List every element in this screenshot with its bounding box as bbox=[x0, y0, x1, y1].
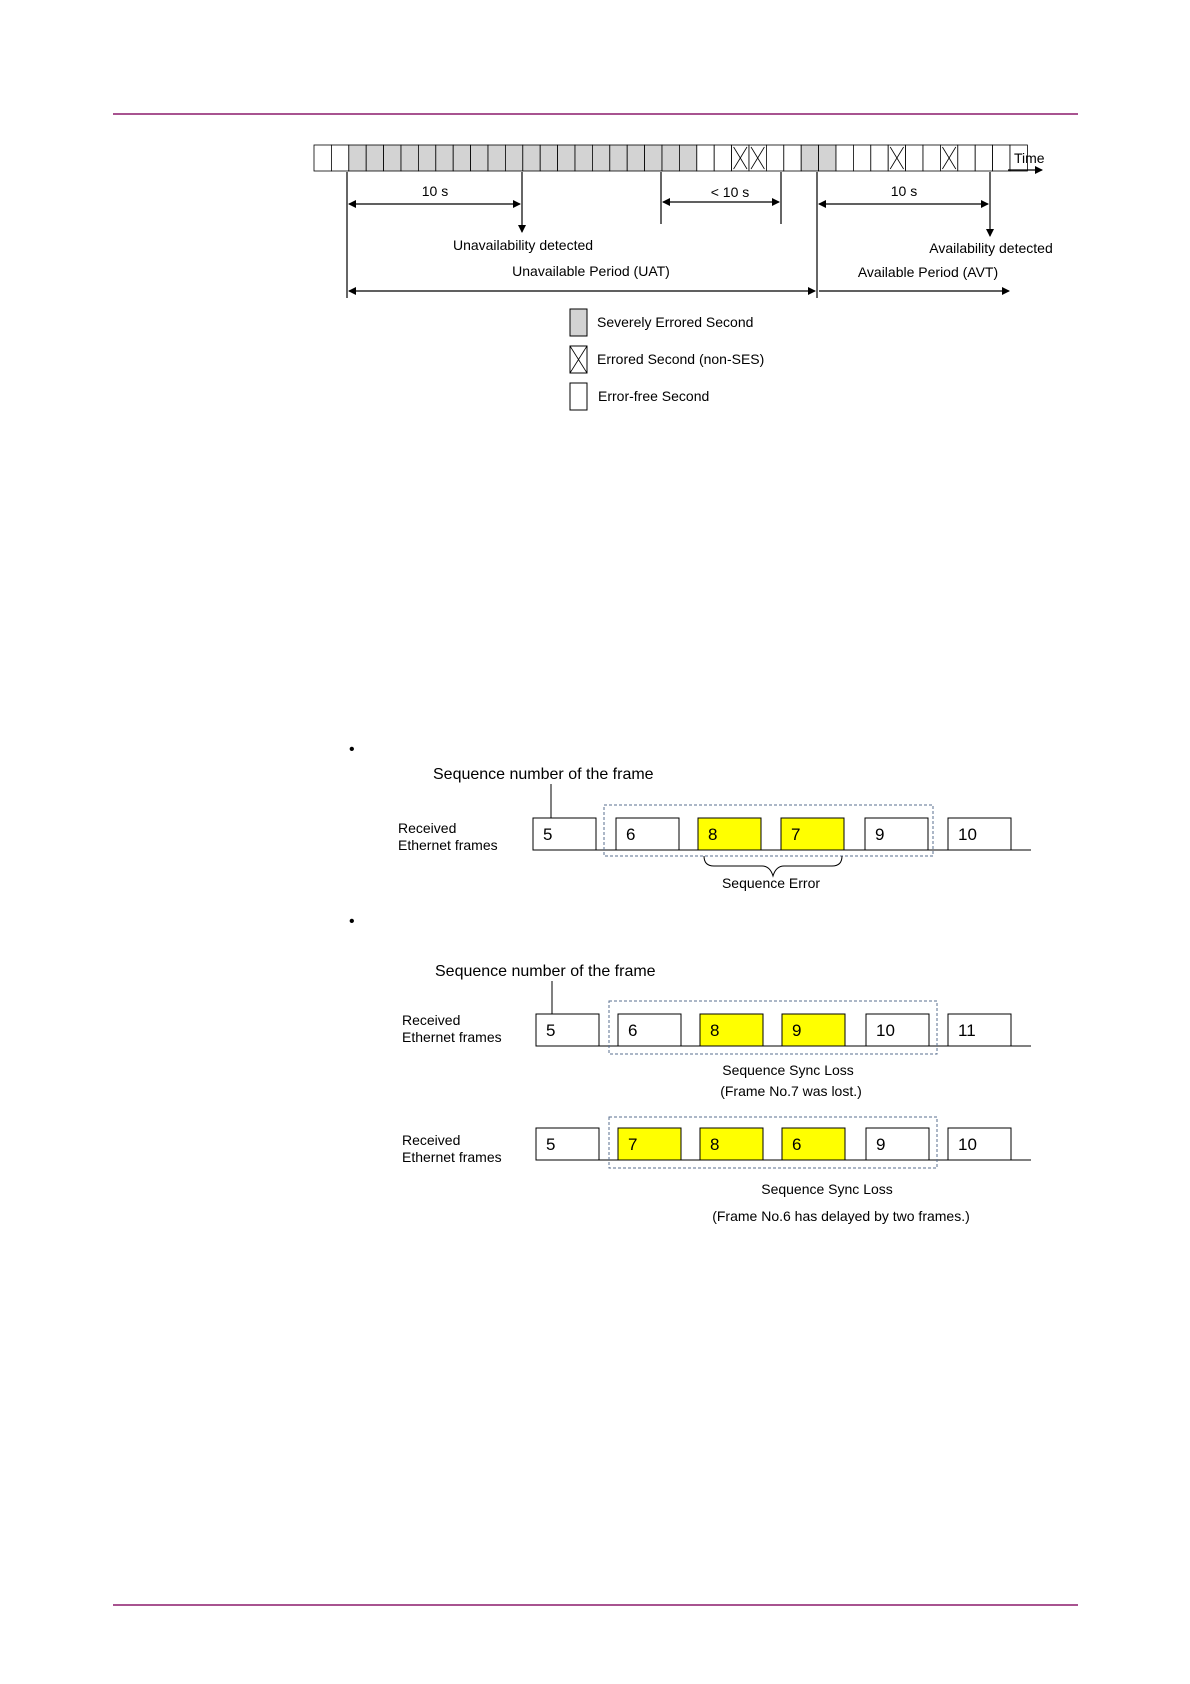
second-cell-free bbox=[853, 145, 870, 171]
bullet: • bbox=[349, 913, 355, 930]
second-cell-free bbox=[331, 145, 348, 171]
time-label: Time bbox=[1014, 150, 1045, 166]
row-b-label-line-1: Received bbox=[402, 1132, 461, 1148]
second-cell-ses bbox=[662, 145, 679, 171]
second-cell-free bbox=[906, 145, 923, 171]
seq-number-caption: Sequence number of the frame bbox=[435, 963, 656, 980]
frame-number: 8 bbox=[710, 1021, 720, 1040]
second-cell-ses bbox=[523, 145, 540, 171]
span-10s-right-label: 10 s bbox=[890, 183, 918, 199]
frame-number: 5 bbox=[546, 1135, 556, 1154]
frame-row bbox=[536, 1128, 1011, 1160]
second-cell-free bbox=[714, 145, 731, 171]
second-cell-free bbox=[697, 145, 714, 171]
second-cell-ses bbox=[401, 145, 418, 171]
second-cell-ses bbox=[558, 145, 575, 171]
frame-number: 7 bbox=[628, 1135, 638, 1154]
uat-label: Unavailable Period (UAT) bbox=[512, 263, 670, 279]
legend-ses-label: Severely Errored Second bbox=[597, 314, 754, 330]
timeline-cells bbox=[314, 145, 1027, 171]
second-cell-ses bbox=[436, 145, 453, 171]
second-cell-free bbox=[975, 145, 992, 171]
second-cell-ses bbox=[349, 145, 366, 171]
frame-number: 8 bbox=[708, 825, 718, 844]
span-10s-left-label: 10 s bbox=[421, 183, 449, 199]
unavailability-detected-label: Unavailability detected bbox=[452, 237, 594, 253]
second-cell-ses bbox=[366, 145, 383, 171]
bullet: • bbox=[349, 741, 355, 758]
second-cell-free bbox=[836, 145, 853, 171]
row-label-line-2: Ethernet frames bbox=[398, 837, 498, 853]
second-cell-ses bbox=[453, 145, 470, 171]
frame-number: 8 bbox=[710, 1135, 720, 1154]
error-brace bbox=[704, 856, 842, 876]
frame-number: 5 bbox=[543, 825, 553, 844]
frame-number: 10 bbox=[876, 1021, 895, 1040]
sequence-error-diagram bbox=[349, 741, 1031, 891]
second-cell-ses bbox=[488, 145, 505, 171]
second-cell-ses bbox=[627, 145, 644, 171]
legend-free-label: Error-free Second bbox=[598, 388, 710, 404]
second-cell-free bbox=[784, 145, 801, 171]
legend bbox=[570, 309, 764, 410]
second-cell-ses bbox=[384, 145, 401, 171]
second-cell-ses bbox=[418, 145, 435, 171]
second-cell-ses bbox=[610, 145, 627, 171]
frame-number: 9 bbox=[876, 1135, 886, 1154]
sequence-error-caption: Sequence Error bbox=[721, 875, 821, 891]
legend-ses-swatch bbox=[570, 309, 587, 336]
row-b-caption-1: Sequence Sync Loss bbox=[761, 1181, 893, 1197]
sync-loss-diagram bbox=[349, 913, 1031, 1224]
seq-number-caption: Sequence number of the frame bbox=[433, 766, 654, 783]
second-cell-free bbox=[993, 145, 1010, 171]
frame-number: 9 bbox=[875, 825, 885, 844]
second-cell-ses bbox=[801, 145, 818, 171]
row-a-label-line-1: Received bbox=[402, 1012, 461, 1028]
frame-number: 6 bbox=[626, 825, 636, 844]
second-cell-free bbox=[923, 145, 940, 171]
row-a-caption-2: (Frame No.7 was lost.) bbox=[720, 1083, 862, 1099]
second-cell-ses bbox=[540, 145, 557, 171]
second-cell-ses bbox=[679, 145, 696, 171]
second-cell-free bbox=[314, 145, 331, 171]
second-cell-ses bbox=[471, 145, 488, 171]
second-cell-free bbox=[871, 145, 888, 171]
frame-number: 5 bbox=[546, 1021, 556, 1040]
frame-row bbox=[536, 1014, 1011, 1046]
frame-number: 9 bbox=[792, 1021, 802, 1040]
second-cell-ses bbox=[592, 145, 609, 171]
second-cell-ses bbox=[645, 145, 662, 171]
row-a-caption-1: Sequence Sync Loss bbox=[722, 1062, 854, 1078]
second-cell-free bbox=[766, 145, 783, 171]
row-label-line-1: Received bbox=[398, 820, 457, 836]
row-b-label-line-2: Ethernet frames bbox=[402, 1149, 502, 1165]
legend-free-swatch bbox=[570, 383, 587, 410]
second-cell-free bbox=[958, 145, 975, 171]
legend-es-label: Errored Second (non-SES) bbox=[597, 351, 765, 367]
availability-diagram bbox=[314, 145, 1053, 410]
frame-number: 10 bbox=[958, 825, 977, 844]
row-b-caption-2: (Frame No.6 has delayed by two frames.) bbox=[712, 1208, 970, 1224]
frame-number: 11 bbox=[958, 1021, 976, 1040]
row-a-label-line-2: Ethernet frames bbox=[402, 1029, 502, 1045]
second-cell-ses bbox=[819, 145, 836, 171]
frame-number: 10 bbox=[958, 1135, 977, 1154]
availability-detected-label: Availability detected bbox=[929, 240, 1053, 256]
span-lt10s-label: < 10 s bbox=[710, 184, 750, 200]
frame-number: 6 bbox=[628, 1021, 638, 1040]
second-cell-ses bbox=[575, 145, 592, 171]
second-cell-ses bbox=[505, 145, 522, 171]
frame-number: 6 bbox=[792, 1135, 802, 1154]
frame-row bbox=[533, 818, 1011, 850]
avt-label: Available Period (AVT) bbox=[857, 264, 999, 280]
frame-number: 7 bbox=[791, 825, 801, 844]
